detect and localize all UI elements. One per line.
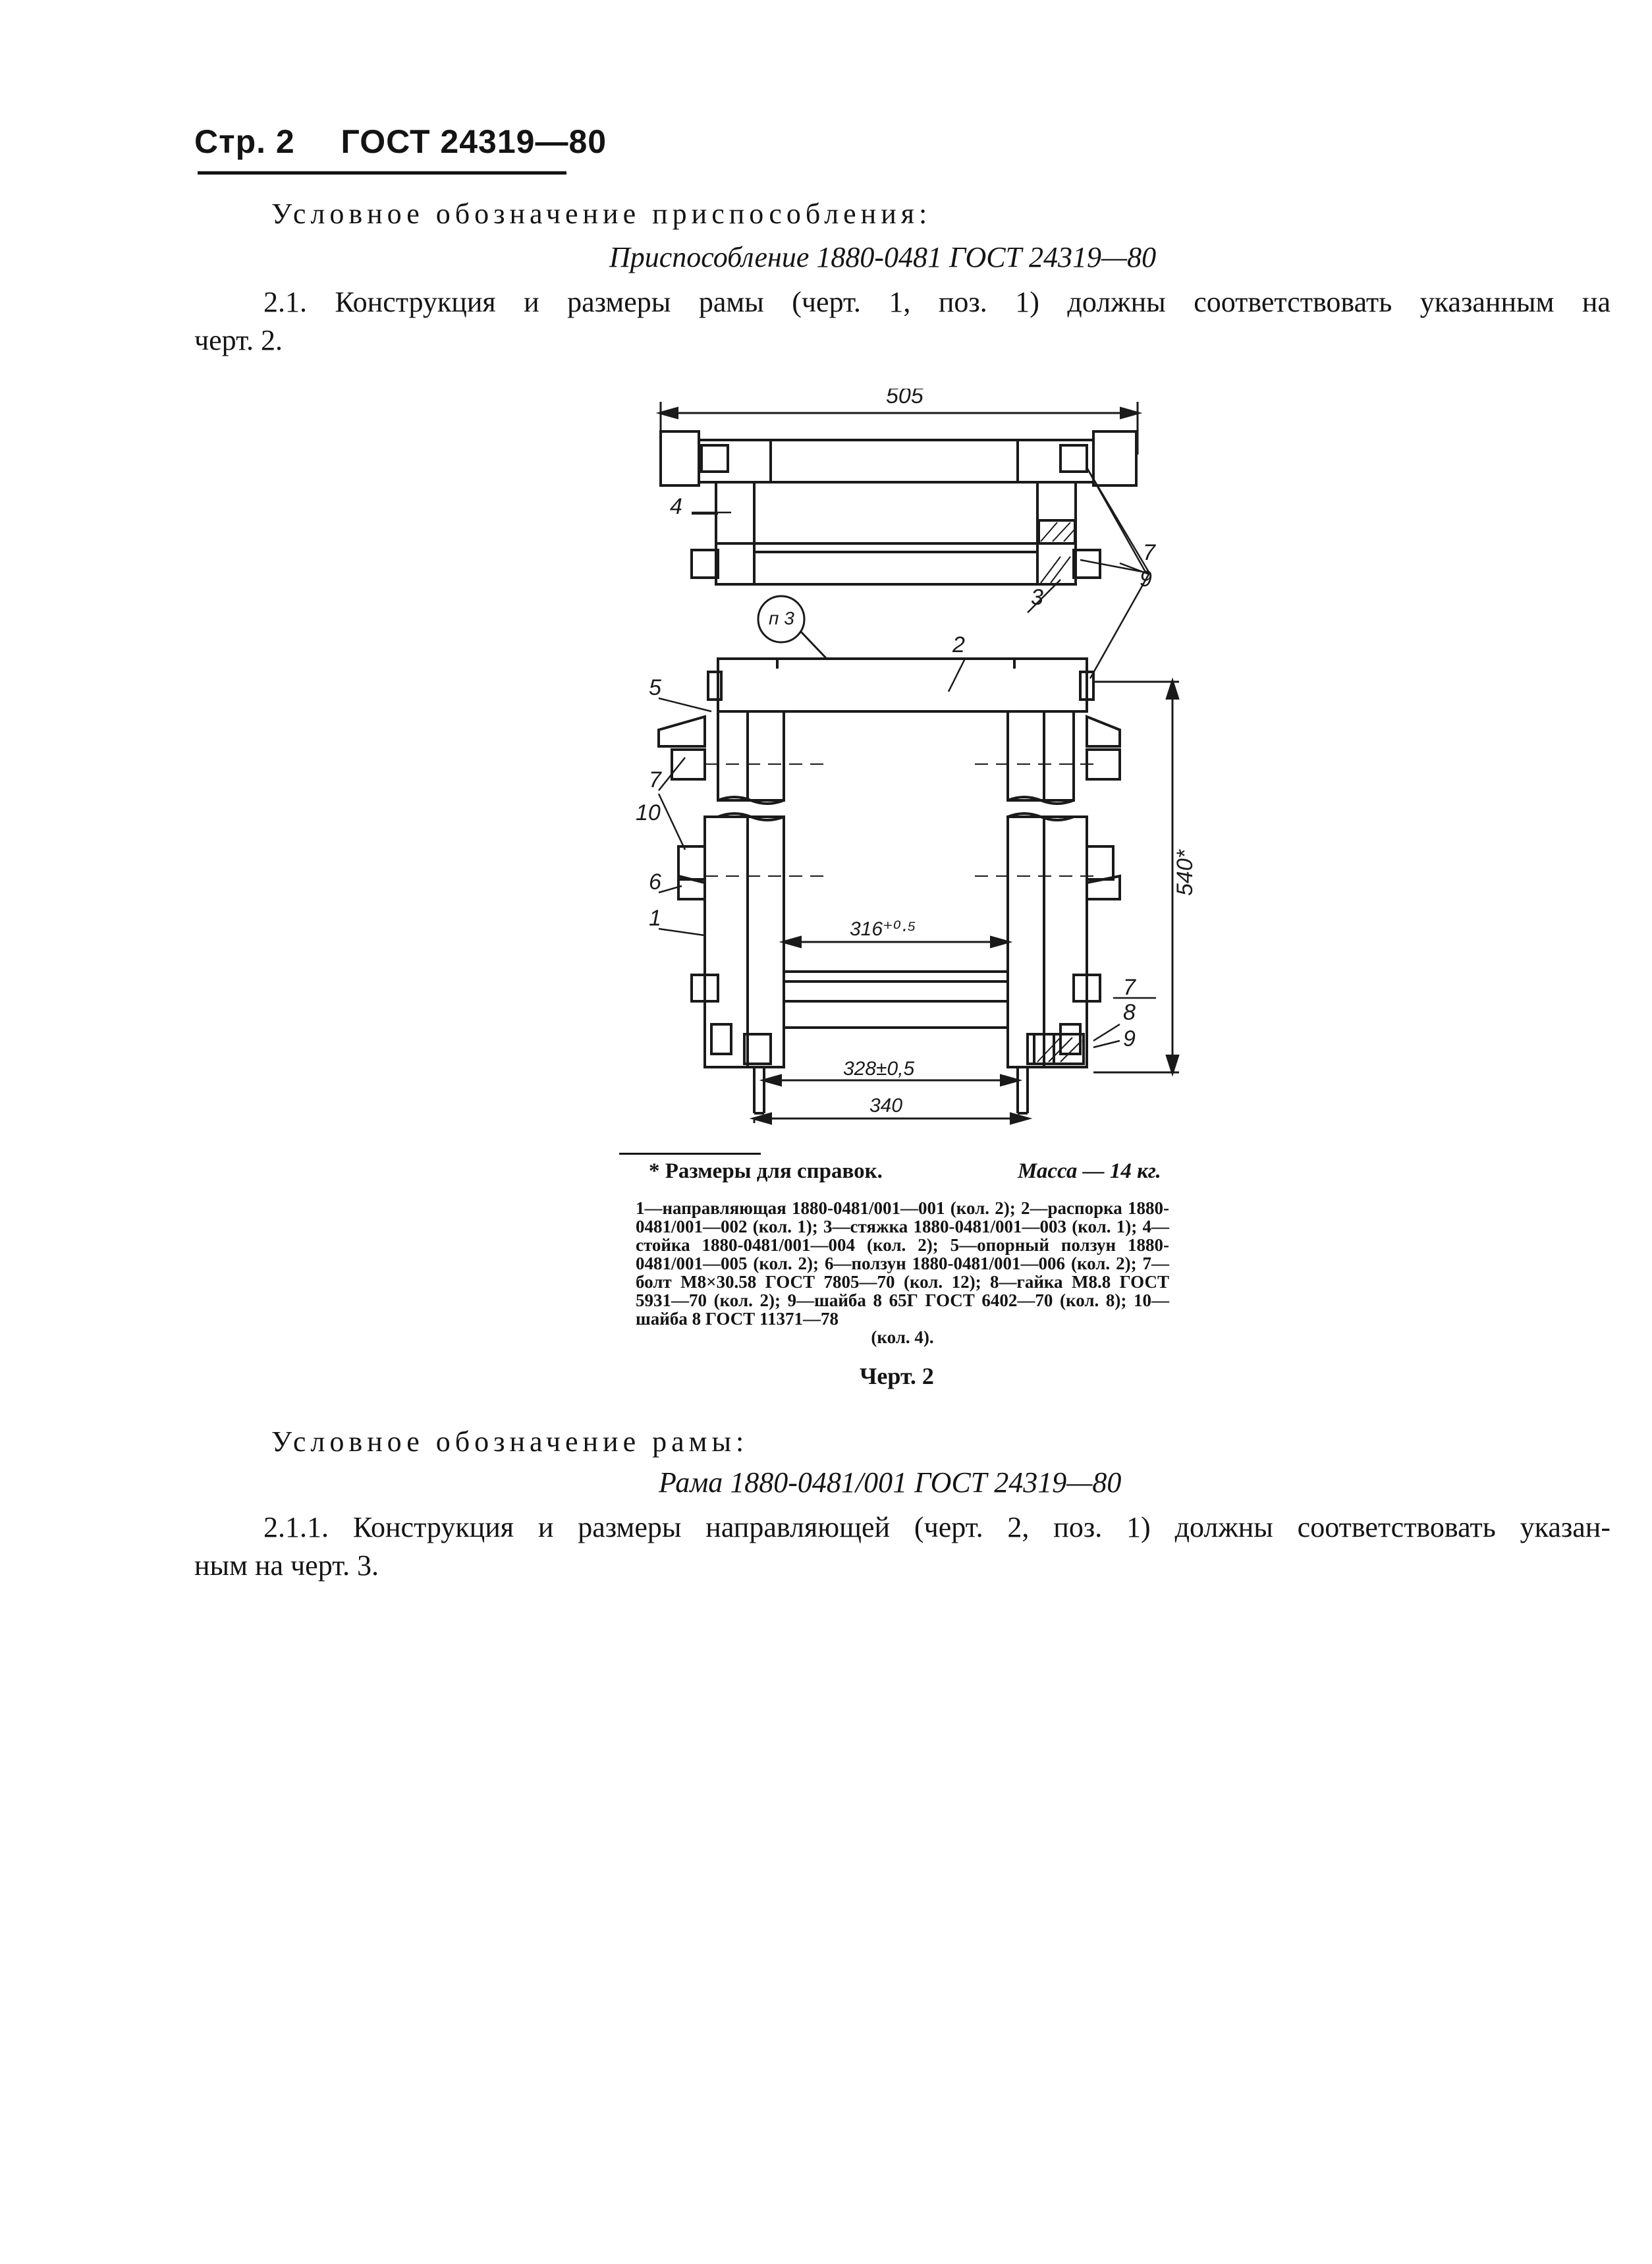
callout-1: 1	[649, 906, 661, 931]
designation-label-2: Условное обозначение рамы:	[271, 1425, 749, 1458]
parts-legend	[636, 1199, 1169, 1346]
para-2-1-1-line1: 2.1.1. Конструкция и размеры направляющей (черт. 2, поз. 1) должны соответствовать указан-	[263, 1511, 1611, 1543]
callout-7c: 7	[1123, 975, 1136, 1000]
section-ref: п 3	[769, 608, 794, 628]
drawing-2	[632, 389, 1219, 1159]
dim-mid-width: 328±0,5	[843, 1058, 915, 1080]
mass-note: Масса — 14 кг.	[1018, 1159, 1161, 1183]
top-view	[661, 402, 1138, 584]
callout-9b: 9	[1123, 1026, 1136, 1051]
callout-7a: 7	[1143, 540, 1155, 565]
callout-9a: 9	[1140, 566, 1152, 592]
legend-tail: (кол. 4).	[871, 1327, 934, 1347]
leader-lines	[659, 468, 1156, 1047]
para-2-1-line2: черт. 2.	[194, 324, 283, 356]
callout-7b: 7	[649, 767, 661, 792]
para-2-1-1-line2: ным на черт. 3.	[194, 1549, 379, 1582]
page-label: Стр. 2	[194, 123, 295, 160]
front-view	[659, 408, 1179, 1123]
designation-value-2: Рама 1880-0481/001 ГОСТ 24319—80	[659, 1466, 1122, 1499]
designation-label-1: Условное обозначение приспособления:	[271, 198, 932, 230]
callout-4: 4	[670, 494, 682, 519]
dim-inner-width: 316⁺⁰·⁵	[850, 918, 916, 940]
para-2-1-line1: 2.1. Конструкция и размеры рамы (черт. 1, поз. 1) должны соответствовать указанным на	[263, 286, 1611, 318]
callout-2: 2	[952, 632, 965, 657]
footnote-rule	[619, 1153, 761, 1155]
page-header	[194, 123, 607, 161]
callout-8: 8	[1123, 1000, 1136, 1025]
footnote: * Размеры для справок.	[649, 1159, 883, 1183]
drawing-caption: Черт. 2	[860, 1363, 934, 1389]
dim-top-width: 505	[886, 389, 923, 408]
legend-text: 1—направляющая 1880-0481/001—001 (кол. 2); 2—распорка 1880-0481/001—002 (кол. 1); 3—стяжка 1880-0481/001—003 (кол. 1); 4—стойка 1880-0481/001—004 (кол. 2); 5—опорный ползун 1880-0481/001—005 (кол. 2); 6—ползун 1880-0481/001—006 (кол. 2); 7—болт М8×30.58 ГОСТ 7805—70 (кол. 12); 8—гайка М8.8 ГОСТ 5931—70 (кол. 2); 9—шайба 8 65Г ГОСТ 6402—70 (кол. 8); 10—шайба 8 ГОСТ 11371—78	[636, 1198, 1169, 1329]
callout-6: 6	[649, 870, 661, 895]
header-rule	[198, 171, 566, 175]
callout-5: 5	[649, 675, 661, 700]
standard-number: ГОСТ 24319—80	[341, 123, 607, 160]
callout-3: 3	[1031, 585, 1043, 610]
dim-height: 540*	[1172, 850, 1198, 896]
dim-bottom-width: 340	[869, 1095, 903, 1117]
designation-value-1: Приспособление 1880-0481 ГОСТ 24319—80	[609, 241, 1157, 273]
callout-10: 10	[636, 800, 661, 825]
